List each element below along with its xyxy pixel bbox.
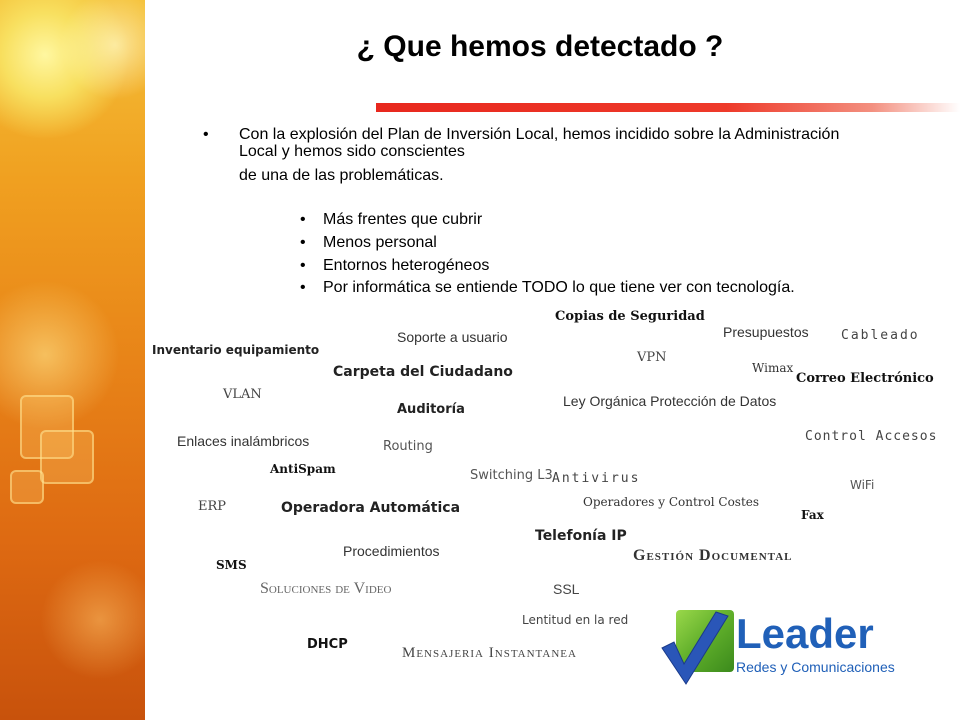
title-underline-bar [376, 103, 960, 112]
tag-routing: Routing [383, 439, 433, 454]
problem-text: Más frentes que cubrir [323, 211, 483, 228]
bullet-marker: • [300, 234, 306, 251]
tag-mensajeria-instantanea: Mensajeria Instantanea [402, 645, 577, 661]
bullet-marker: • [300, 211, 306, 228]
bullet-marker: • [300, 279, 306, 296]
tag-wifi: WiFi [850, 478, 875, 492]
tag-presupuestos: Presupuestos [723, 324, 809, 340]
tag-operadores-control-costes: Operadores y Control Costes [583, 495, 760, 509]
problem-text: Por informática se entiende TODO lo que tiene ver con tecnología. [323, 279, 795, 296]
page-title: ¿ Que hemos detectado ? [356, 30, 724, 63]
bullet-marker: • [300, 257, 306, 274]
tag-ssl: SSL [553, 581, 580, 597]
logo-wordmark: Leader [736, 610, 874, 657]
tag-ley-organica: Ley Orgánica Protección de Datos [563, 393, 777, 409]
tag-soporte-a-usuario: Soporte a usuario [397, 329, 508, 345]
decorative-sidebar [0, 0, 145, 720]
intro-continuation: de una de las problemáticas. [239, 167, 444, 184]
tag-gestion-documental: Gestión Documental [633, 547, 793, 564]
intro-text: Con la explosión del Plan de Inversión Local, hemos incidido sobre la Administración Local y hemos sido conscientes [239, 126, 840, 160]
tag-antivirus: Antivirus [552, 471, 641, 486]
tag-correo-electronico: Correo Electrónico [796, 371, 934, 386]
tag-dhcp: DHCP [307, 637, 348, 652]
tag-fax: Fax [801, 508, 824, 522]
tag-telefonia-ip: Telefonía IP [535, 528, 627, 544]
tag-carpeta-ciudadano: Carpeta del Ciudadano [333, 364, 513, 380]
tag-operadora-automatica: Operadora Automática [281, 500, 461, 516]
problem-text: Menos personal [323, 234, 437, 251]
tag-vpn: VPN [637, 350, 667, 365]
tag-switching-l3: Switching L3 [470, 468, 553, 483]
tag-enlaces-inalambricos: Enlaces inalámbricos [177, 433, 310, 449]
tag-soluciones-video: Soluciones de Video [260, 580, 392, 597]
tag-erp: ERP [198, 499, 227, 514]
tag-antispam: AntiSpam [270, 462, 336, 476]
tag-control-accesos: Control Accesos [805, 429, 938, 444]
tag-auditoria: Auditoría [397, 402, 465, 417]
tag-inventario: Inventario equipamiento [152, 343, 320, 357]
tag-copias-de-seguridad: Copias de Seguridad [555, 309, 705, 324]
problem-text: Entornos heterogéneos [323, 257, 490, 274]
tag-sms: SMS [216, 558, 247, 572]
tag-cableado: Cableado [841, 328, 920, 343]
tag-lentitud-red: Lentitud en la red [522, 613, 629, 627]
tag-procedimientos: Procedimientos [343, 543, 440, 559]
bullet-marker: • [203, 126, 209, 143]
tag-vlan: VLAN [223, 387, 262, 402]
logo-subtitle: Redes y Comunicaciones [736, 659, 895, 675]
tag-wimax: Wimax [752, 361, 794, 375]
checkmark-icon [660, 608, 732, 686]
